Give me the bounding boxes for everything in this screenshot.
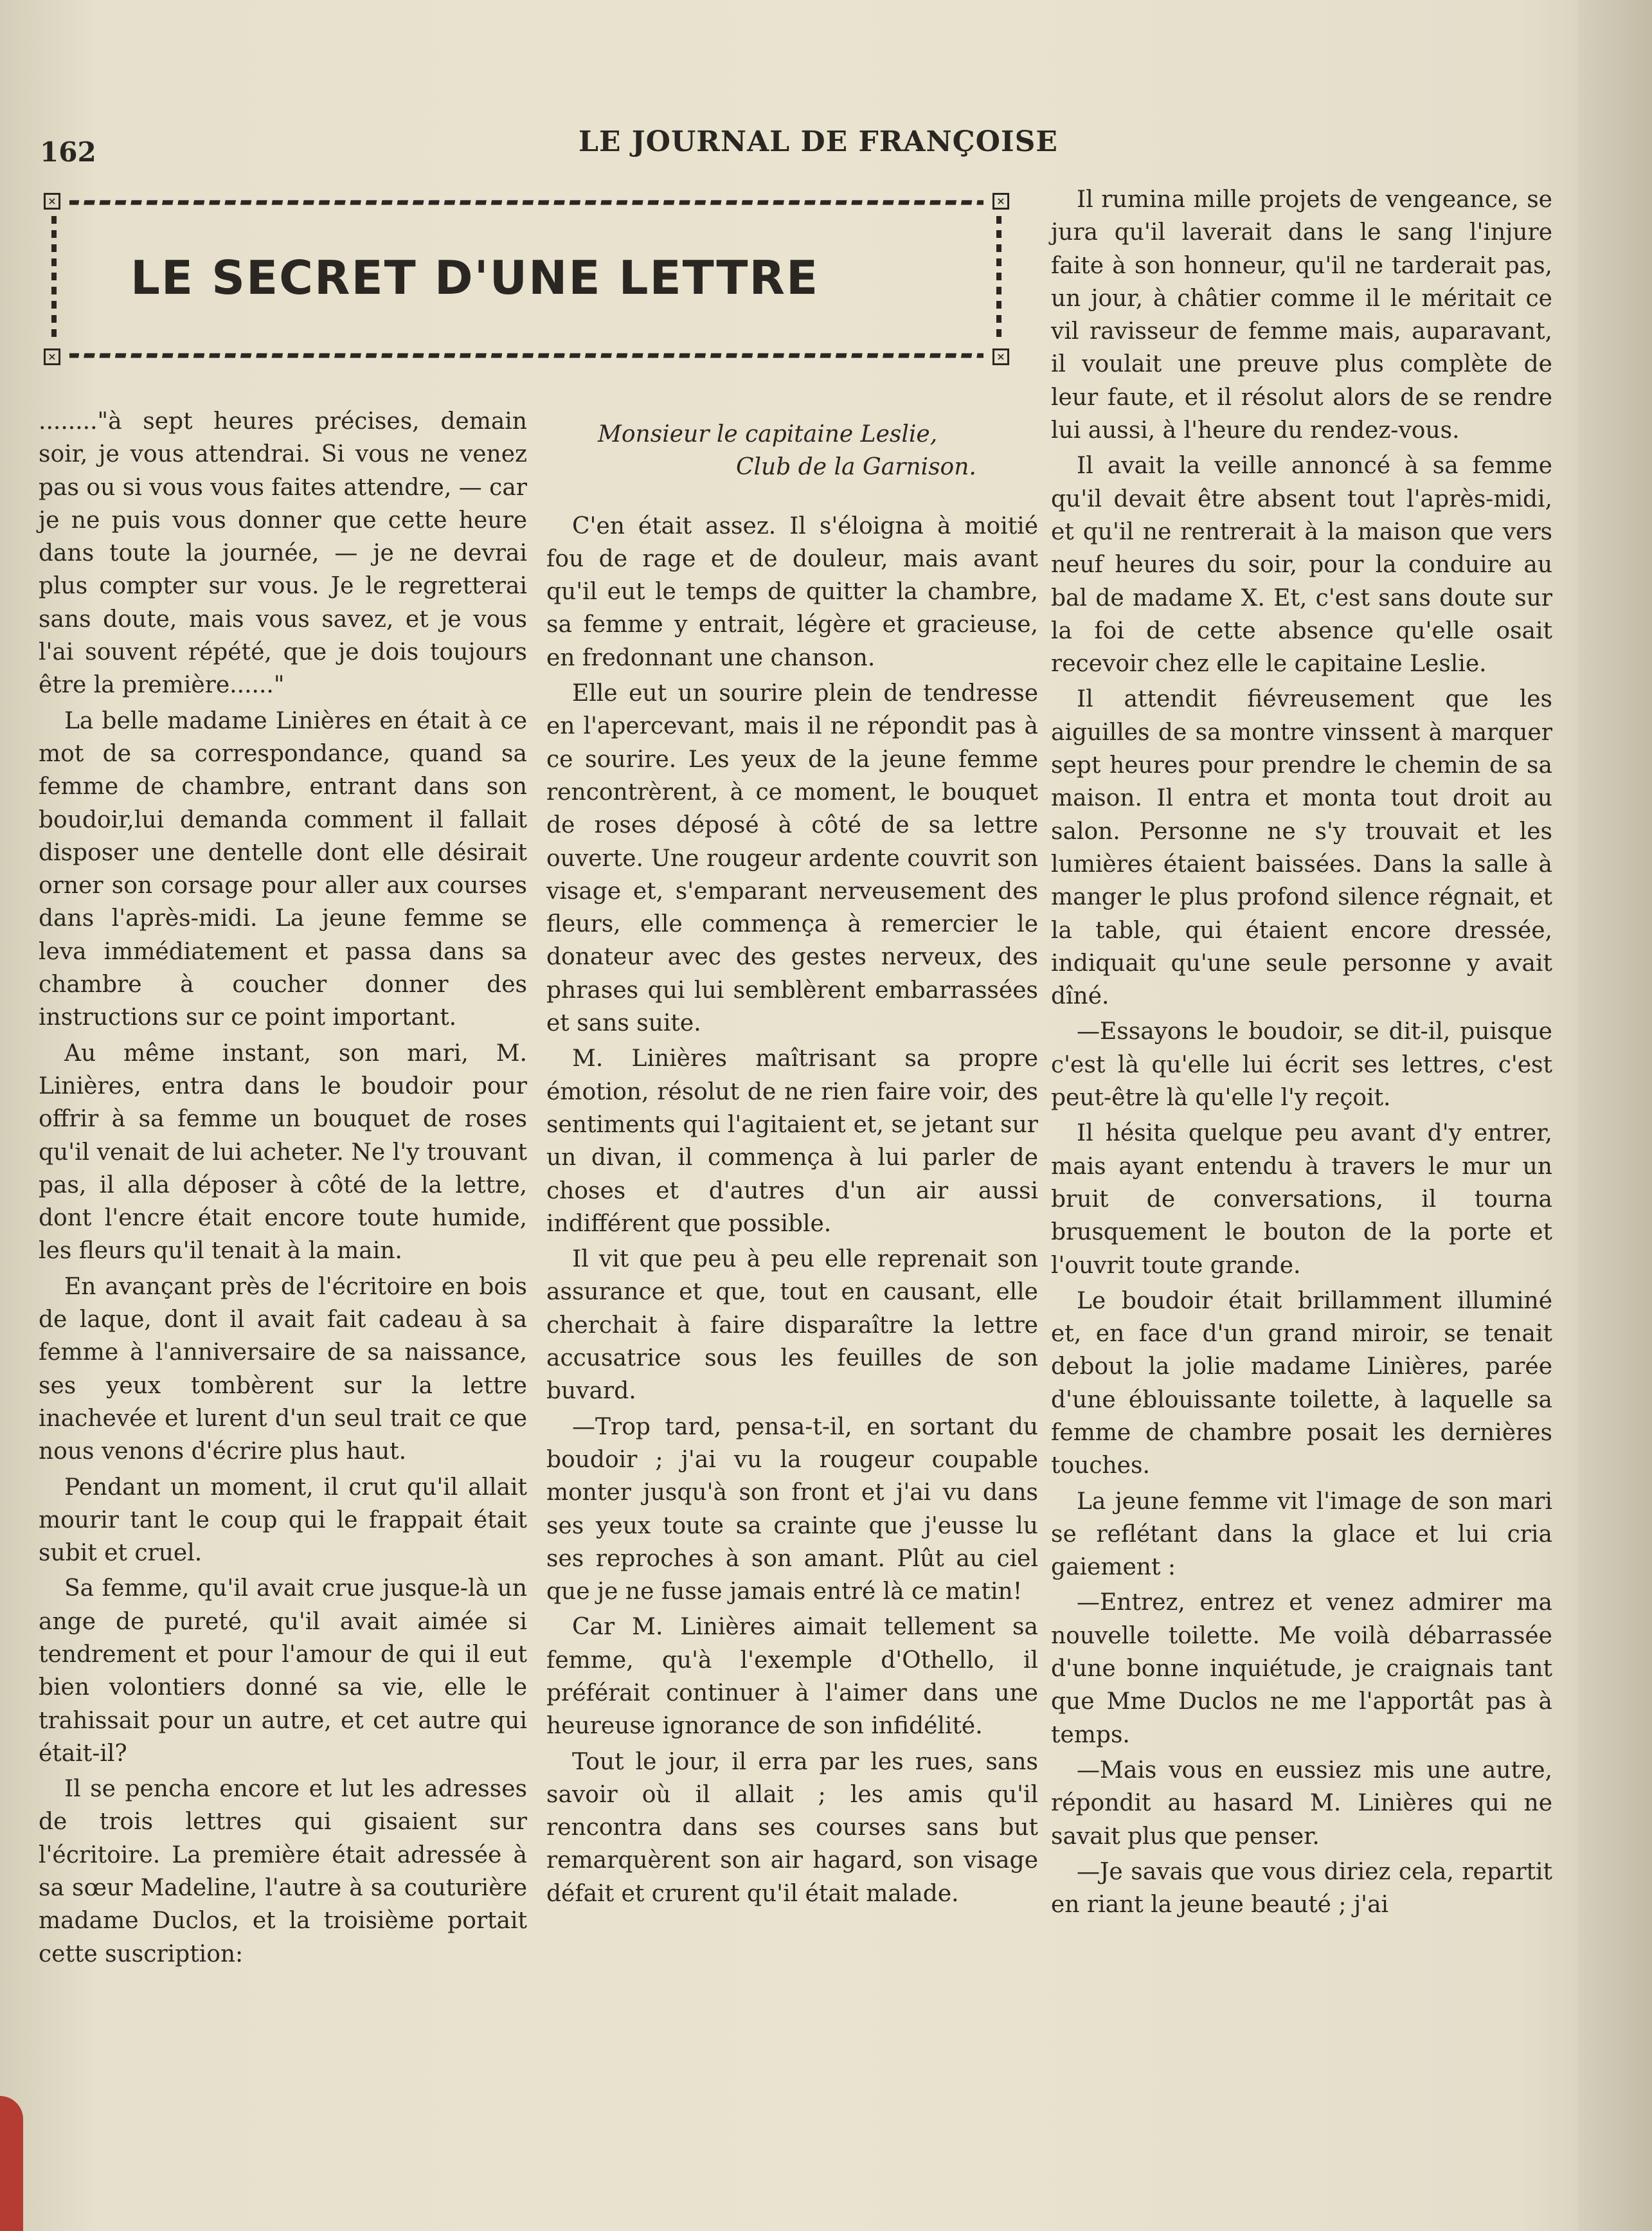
paragraph: Sa femme, qu'il avait crue jusque-là un ange de pureté, qu'il avait aimée si tendrement et pour l'amour de qui il eut bien volontiers donné sa vie, elle le trahissait pour un autre, et cet autre qui était-il? — [39, 1575, 527, 1767]
paragraph: Il hésita quelque peu avant d'y entrer, mais ayant entendu à travers le mur un bruit de conversations, il tourna brusquement le bouton de la porte et l'ouvrit toute grande. — [1051, 1120, 1552, 1279]
running-head: LE JOURNAL DE FRANÇOISE — [579, 125, 1058, 158]
text-column-2 — [546, 418, 1038, 1913]
page-number: 162 — [40, 136, 96, 168]
paragraph: Car M. Linières aimait tellement sa femme, qu'à l'exemple d'Othello, il préférait continuer à l'aimer dans une heureuse ignorance de son infidélité. — [546, 1614, 1038, 1740]
frame-top-rule — [69, 197, 983, 208]
text-column-3 — [1051, 183, 1552, 1924]
paragraph: Il rumina mille projets de vengeance, se jura qu'il laverait dans le sang l'injure faite à son honneur, qu'il ne tarderait pas, un jour, à châtier comme il le méritait ce vil ravisseur de femme mais, auparavant, il voulait une preuve plus complète de leur faute, et il résolut alors de se rendre lui aussi, à l'heure du rendez-vous. — [1051, 186, 1552, 444]
paragraph: La belle madame Linières en était à ce mot de sa correspondance, quand sa femme de chambre, entrant dans son boudoir,lui demanda comment il fallait disposer une dentelle dont elle désirait orner son corsage pour aller aux courses dans l'après-midi. La jeune femme se leva immédiatement et passa dans sa chambre à coucher donner des instructions sur ce point important. — [39, 707, 527, 1031]
paragraph: —Mais vous en eussiez mis une autre, répondit au hasard M. Linières qui ne savait plus que penser. — [1051, 1757, 1552, 1850]
letter-address — [546, 418, 1038, 484]
title-frame — [44, 193, 1009, 365]
paragraph: En avançant près de l'écritoire en bois de laque, dont il avait fait cadeau à sa femme à l'anniversaire de sa naissance, ses yeux tombèrent sur la lettre inachevée et lurent d'un seul trait ce que nous venons d'écrire plus haut. — [39, 1273, 527, 1465]
paragraph: Pendant un moment, il crut qu'il allait mourir tant le coup qui le frappait était subit et cruel. — [39, 1474, 527, 1567]
paragraph: Il attendit fiévreusement que les aiguilles de sa montre vinssent à marquer sept heures pour prendre le chemin de sa maison. Il entra et monta tout droit au salon. Personne ne s'y trouvait et les lumières étaient baissées. Dans la salle à manger le plus profond silence régnait, et la table, qui étaient encore dressée, indiquait qu'une seule personne y avait dîné. — [1051, 686, 1552, 1010]
frame-corner-ornament: × — [44, 193, 60, 210]
paragraph: Tout le jour, il erra par les rues, sans savoir où il allait ; les amis qu'il rencontra dans ses courses sans but remarquèrent son air hagard, son visage défait et crurent qu'il était malade. — [546, 1748, 1038, 1907]
address-line: Monsieur le capitaine Leslie, — [598, 421, 938, 447]
page-edge-shadow — [1578, 0, 1652, 2231]
paragraph: Au même instant, son mari, M. Linières, entra dans le boudoir pour offrir à sa femme un bouquet de roses qu'il venait de lui acheter. Ne l'y trouvant pas, il alla déposer à côté de la lettre, dont l'encre était encore toute humide, les fleurs qu'il tenait à la main. — [39, 1040, 527, 1265]
paragraph: Il se pencha encore et lut les adresses de trois lettres qui gisaient sur l'écritoire. La première était adressée à sa sœur Madeline, l'autre à sa couturière madame Duclos, et la troisième portait cette suscription: — [39, 1776, 527, 1967]
paragraph: Il vit que peu à peu elle reprenait son assurance et que, tout en causant, elle cherchait à faire disparaître la lettre accusatrice sous les feuilles de son buvard. — [546, 1246, 1038, 1405]
paragraph: Elle eut un sourire plein de tendresse en l'apercevant, mais il ne répondit pas à ce sourire. Les yeux de la jeune femme rencontrèrent, à ce moment, le bouquet de roses déposé à côté de sa lettre ouverte. Une rougeur ardente couvrit son visage et, s'emparant nerveusement des fleurs, elle commença à remercier le donateur avec des gestes nerveux, des phrases qui lui semblèrent embarrassées et sans suite. — [546, 680, 1038, 1037]
address-line: Club de la Garnison. — [736, 454, 976, 481]
paragraph: —Je savais que vous diriez cela, repartit en riant la jeune beauté ; j'ai — [1051, 1858, 1552, 1919]
frame-left-rule — [51, 216, 57, 342]
frame-corner-ornament: × — [992, 193, 1009, 210]
red-binding-mark — [0, 2096, 23, 2231]
paragraph: —Essayons le boudoir, se dit-il, puisque c'est là qu'elle lui écrit ses lettres, c'est peut-être là qu'elle l'y reçoit. — [1051, 1018, 1552, 1112]
paragraph: ........"à sept heures précises, demain soir, je vous attendrai. Si vous ne venez pas ou si vous vous faites attendre, — car je ne puis vous donner que cette heure dans toute la journée, — je ne devrai plus compter sur vous. Je le regretterai sans doute, mais vous savez, et je vous l'ai souvent répété, que je dois toujours être la première......" — [39, 408, 527, 699]
article-title: LE SECRET D'UNE LETTRE — [130, 251, 820, 305]
frame-bottom-rule — [69, 350, 983, 361]
paragraph: —Trop tard, pensa-t-il, en sortant du boudoir ; j'ai vu la rougeur coupable monter jusqu'à son front et j'ai vu dans ses yeux toute sa crainte que j'eusse lu ses reproches à son amant. Plût au ciel que je ne fusse jamais entré là ce matin! — [546, 1413, 1038, 1605]
paragraph: Le boudoir était brillamment illuminé et, en face d'un grand miroir, se tenait debout la jolie madame Linières, parée d'une éblouissante toilette, à laquelle sa femme de chambre posait les dernières touches. — [1051, 1287, 1552, 1479]
frame-corner-ornament: × — [44, 348, 60, 365]
paragraph: M. Linières maîtrisant sa propre émotion, résolut de ne rien faire voir, des sentiments qui l'agitaient et, se jetant sur un divan, il commença à lui parler de choses et d'autres d'un air aussi indifférent que possible. — [546, 1045, 1038, 1237]
paragraph: La jeune femme vit l'image de son mari se reflétant dans la glace et lui cria gaiement : — [1051, 1488, 1552, 1581]
paragraph: —Entrez, entrez et venez admirer ma nouvelle toilette. Me voilà débarrassée d'une bonne inquiétude, je craignais tant que Mme Duclos ne me l'apportât pas à temps. — [1051, 1589, 1552, 1748]
paragraph: Il avait la veille annoncé à sa femme qu'il devait être absent tout l'après-midi, et qu'il ne rentrerait à la maison que vers neuf heures du soir, pour la conduire au bal de madame X. Et, c'est sans doute sur la foi de cette absence qu'elle osait recevoir chez elle le capitaine Leslie. — [1051, 453, 1552, 678]
frame-corner-ornament: × — [992, 348, 1009, 365]
frame-right-rule — [996, 216, 1001, 342]
text-column-1 — [39, 405, 527, 1973]
paragraph: C'en était assez. Il s'éloigna à moitié fou de rage et de douleur, mais avant qu'il eut le temps de quitter la chambre, sa femme y entrait, légère et gracieuse, en fredonnant une chanson. — [546, 512, 1038, 671]
